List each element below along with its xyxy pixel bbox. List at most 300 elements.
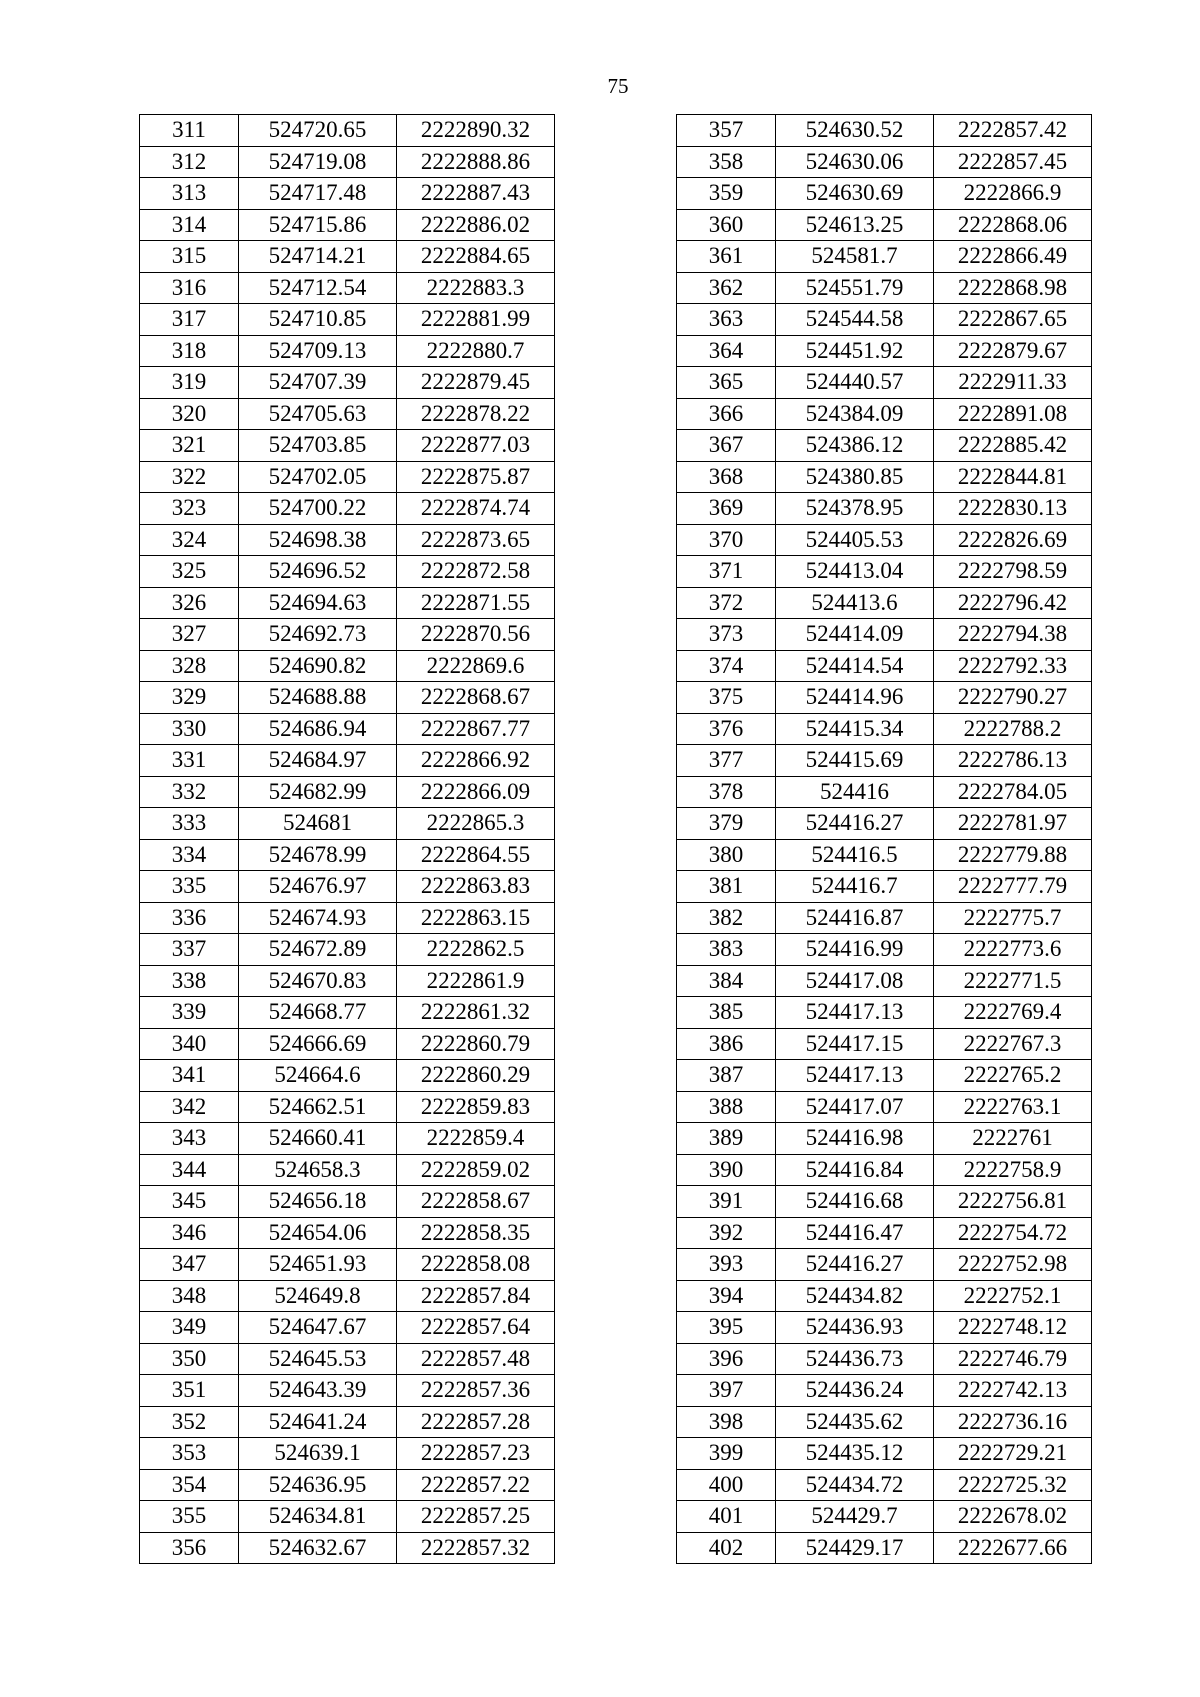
x-coordinate-cell: 524710.85 (239, 304, 397, 336)
y-coordinate-cell: 2222872.58 (397, 556, 555, 588)
x-coordinate-cell: 524686.94 (239, 713, 397, 745)
y-coordinate-cell: 2222865.3 (397, 808, 555, 840)
y-coordinate-cell: 2222771.5 (934, 965, 1092, 997)
point-number-cell: 334 (140, 839, 239, 871)
point-number-cell: 335 (140, 871, 239, 903)
x-coordinate-cell: 524641.24 (239, 1406, 397, 1438)
y-coordinate-cell: 2222888.86 (397, 146, 555, 178)
table-row (677, 1123, 1092, 1155)
table-row (140, 272, 555, 304)
y-coordinate-cell: 2222857.25 (397, 1501, 555, 1533)
y-coordinate-cell: 2222871.55 (397, 587, 555, 619)
y-coordinate-cell: 2222885.42 (934, 430, 1092, 462)
y-coordinate-cell: 2222786.13 (934, 745, 1092, 777)
x-coordinate-cell: 524678.99 (239, 839, 397, 871)
y-coordinate-cell: 2222881.99 (397, 304, 555, 336)
x-coordinate-cell: 524647.67 (239, 1312, 397, 1344)
y-coordinate-cell: 2222859.4 (397, 1123, 555, 1155)
x-coordinate-cell: 524698.38 (239, 524, 397, 556)
point-number-cell: 321 (140, 430, 239, 462)
x-coordinate-cell: 524416.7 (776, 871, 934, 903)
x-coordinate-cell: 524416.68 (776, 1186, 934, 1218)
x-coordinate-cell: 524634.81 (239, 1501, 397, 1533)
x-coordinate-cell: 524380.85 (776, 461, 934, 493)
point-number-cell: 312 (140, 146, 239, 178)
point-number-cell: 363 (677, 304, 776, 336)
table-row (140, 1217, 555, 1249)
table-row (677, 146, 1092, 178)
y-coordinate-cell: 2222777.79 (934, 871, 1092, 903)
point-number-cell: 377 (677, 745, 776, 777)
x-coordinate-cell: 524435.12 (776, 1438, 934, 1470)
y-coordinate-cell: 2222884.65 (397, 241, 555, 273)
point-number-cell: 344 (140, 1154, 239, 1186)
table-row (140, 808, 555, 840)
y-coordinate-cell: 2222678.02 (934, 1501, 1092, 1533)
x-coordinate-cell: 524630.06 (776, 146, 934, 178)
point-number-cell: 388 (677, 1091, 776, 1123)
table-row (140, 1123, 555, 1155)
x-coordinate-cell: 524639.1 (239, 1438, 397, 1470)
point-number-cell: 367 (677, 430, 776, 462)
x-coordinate-cell: 524702.05 (239, 461, 397, 493)
table-row (140, 650, 555, 682)
x-coordinate-cell: 524717.48 (239, 178, 397, 210)
y-coordinate-cell: 2222765.2 (934, 1060, 1092, 1092)
y-coordinate-cell: 2222859.83 (397, 1091, 555, 1123)
x-coordinate-cell: 524544.58 (776, 304, 934, 336)
point-number-cell: 323 (140, 493, 239, 525)
point-number-cell: 352 (140, 1406, 239, 1438)
point-number-cell: 331 (140, 745, 239, 777)
y-coordinate-cell: 2222857.32 (397, 1532, 555, 1564)
table-row (677, 587, 1092, 619)
x-coordinate-cell: 524632.67 (239, 1532, 397, 1564)
y-coordinate-cell: 2222860.79 (397, 1028, 555, 1060)
point-number-cell: 391 (677, 1186, 776, 1218)
y-coordinate-cell: 2222725.32 (934, 1469, 1092, 1501)
point-number-cell: 382 (677, 902, 776, 934)
x-coordinate-cell: 524670.83 (239, 965, 397, 997)
point-number-cell: 354 (140, 1469, 239, 1501)
point-number-cell: 384 (677, 965, 776, 997)
x-coordinate-cell: 524714.21 (239, 241, 397, 273)
table-row (140, 335, 555, 367)
y-coordinate-cell: 2222781.97 (934, 808, 1092, 840)
x-coordinate-cell: 524630.52 (776, 115, 934, 147)
table-row (140, 430, 555, 462)
table-row (677, 335, 1092, 367)
x-coordinate-cell: 524551.79 (776, 272, 934, 304)
table-row (677, 430, 1092, 462)
x-coordinate-cell: 524434.72 (776, 1469, 934, 1501)
table-row (140, 902, 555, 934)
point-number-cell: 341 (140, 1060, 239, 1092)
x-coordinate-cell: 524672.89 (239, 934, 397, 966)
point-number-cell: 322 (140, 461, 239, 493)
point-number-cell: 362 (677, 272, 776, 304)
x-coordinate-cell: 524684.97 (239, 745, 397, 777)
point-number-cell: 336 (140, 902, 239, 934)
x-coordinate-cell: 524416.47 (776, 1217, 934, 1249)
table-row (677, 871, 1092, 903)
y-coordinate-cell: 2222857.28 (397, 1406, 555, 1438)
x-coordinate-cell: 524386.12 (776, 430, 934, 462)
x-coordinate-cell: 524405.53 (776, 524, 934, 556)
table-row (677, 367, 1092, 399)
x-coordinate-cell: 524692.73 (239, 619, 397, 651)
table-row (140, 461, 555, 493)
x-coordinate-cell: 524429.17 (776, 1532, 934, 1564)
table-row (140, 997, 555, 1029)
table-row (677, 1343, 1092, 1375)
table-row (677, 1249, 1092, 1281)
point-number-cell: 385 (677, 997, 776, 1029)
table-row (140, 1375, 555, 1407)
x-coordinate-cell: 524715.86 (239, 209, 397, 241)
table-row (677, 1501, 1092, 1533)
point-number-cell: 343 (140, 1123, 239, 1155)
point-number-cell: 390 (677, 1154, 776, 1186)
x-coordinate-cell: 524660.41 (239, 1123, 397, 1155)
y-coordinate-cell: 2222877.03 (397, 430, 555, 462)
y-coordinate-cell: 2222868.06 (934, 209, 1092, 241)
table-row (140, 1438, 555, 1470)
y-coordinate-cell: 2222868.98 (934, 272, 1092, 304)
point-number-cell: 325 (140, 556, 239, 588)
table-row (140, 556, 555, 588)
point-number-cell: 318 (140, 335, 239, 367)
table-row (677, 461, 1092, 493)
table-row (140, 367, 555, 399)
y-coordinate-cell: 2222792.33 (934, 650, 1092, 682)
y-coordinate-cell: 2222878.22 (397, 398, 555, 430)
y-coordinate-cell: 2222779.88 (934, 839, 1092, 871)
point-number-cell: 398 (677, 1406, 776, 1438)
point-number-cell: 330 (140, 713, 239, 745)
y-coordinate-cell: 2222798.59 (934, 556, 1092, 588)
point-number-cell: 357 (677, 115, 776, 147)
point-number-cell: 355 (140, 1501, 239, 1533)
point-number-cell: 337 (140, 934, 239, 966)
point-number-cell: 374 (677, 650, 776, 682)
x-coordinate-cell: 524703.85 (239, 430, 397, 462)
x-coordinate-cell: 524658.3 (239, 1154, 397, 1186)
table-row (677, 997, 1092, 1029)
y-coordinate-cell: 2222758.9 (934, 1154, 1092, 1186)
x-coordinate-cell: 524416.98 (776, 1123, 934, 1155)
table-row (140, 1028, 555, 1060)
y-coordinate-cell: 2222862.5 (397, 934, 555, 966)
point-number-cell: 397 (677, 1375, 776, 1407)
point-number-cell: 378 (677, 776, 776, 808)
x-coordinate-cell: 524436.73 (776, 1343, 934, 1375)
table-row (677, 1186, 1092, 1218)
coordinate-table-right (676, 114, 1092, 1564)
table-row (677, 398, 1092, 430)
y-coordinate-cell: 2222761 (934, 1123, 1092, 1155)
table-row (140, 1249, 555, 1281)
x-coordinate-cell: 524668.77 (239, 997, 397, 1029)
x-coordinate-cell: 524416.84 (776, 1154, 934, 1186)
point-number-cell: 359 (677, 178, 776, 210)
y-coordinate-cell: 2222769.4 (934, 997, 1092, 1029)
point-number-cell: 346 (140, 1217, 239, 1249)
point-number-cell: 347 (140, 1249, 239, 1281)
table-row (677, 304, 1092, 336)
point-number-cell: 393 (677, 1249, 776, 1281)
point-number-cell: 387 (677, 1060, 776, 1092)
x-coordinate-cell: 524664.6 (239, 1060, 397, 1092)
y-coordinate-cell: 2222875.87 (397, 461, 555, 493)
y-coordinate-cell: 2222788.2 (934, 713, 1092, 745)
point-number-cell: 369 (677, 493, 776, 525)
point-number-cell: 365 (677, 367, 776, 399)
x-coordinate-cell: 524662.51 (239, 1091, 397, 1123)
y-coordinate-cell: 2222742.13 (934, 1375, 1092, 1407)
y-coordinate-cell: 2222911.33 (934, 367, 1092, 399)
x-coordinate-cell: 524696.52 (239, 556, 397, 588)
table-row (140, 1532, 555, 1564)
y-coordinate-cell: 2222756.81 (934, 1186, 1092, 1218)
point-number-cell: 345 (140, 1186, 239, 1218)
y-coordinate-cell: 2222864.55 (397, 839, 555, 871)
table-row (677, 1312, 1092, 1344)
point-number-cell: 342 (140, 1091, 239, 1123)
x-coordinate-cell: 524651.93 (239, 1249, 397, 1281)
table-row (677, 178, 1092, 210)
table-row (677, 272, 1092, 304)
y-coordinate-cell: 2222891.08 (934, 398, 1092, 430)
point-number-cell: 364 (677, 335, 776, 367)
x-coordinate-cell: 524434.82 (776, 1280, 934, 1312)
table-row (140, 1406, 555, 1438)
y-coordinate-cell: 2222844.81 (934, 461, 1092, 493)
x-coordinate-cell: 524682.99 (239, 776, 397, 808)
x-coordinate-cell: 524674.93 (239, 902, 397, 934)
point-number-cell: 392 (677, 1217, 776, 1249)
x-coordinate-cell: 524416.27 (776, 808, 934, 840)
table-row (677, 808, 1092, 840)
x-coordinate-cell: 524451.92 (776, 335, 934, 367)
point-number-cell: 314 (140, 209, 239, 241)
y-coordinate-cell: 2222794.38 (934, 619, 1092, 651)
x-coordinate-cell: 524415.34 (776, 713, 934, 745)
y-coordinate-cell: 2222857.42 (934, 115, 1092, 147)
x-coordinate-cell: 524720.65 (239, 115, 397, 147)
y-coordinate-cell: 2222880.7 (397, 335, 555, 367)
y-coordinate-cell: 2222858.35 (397, 1217, 555, 1249)
point-number-cell: 370 (677, 524, 776, 556)
table-row (677, 713, 1092, 745)
point-number-cell: 332 (140, 776, 239, 808)
table-row (677, 209, 1092, 241)
y-coordinate-cell: 2222796.42 (934, 587, 1092, 619)
table-row (140, 776, 555, 808)
table-row (677, 1091, 1092, 1123)
y-coordinate-cell: 2222857.22 (397, 1469, 555, 1501)
y-coordinate-cell: 2222870.56 (397, 619, 555, 651)
x-coordinate-cell: 524630.69 (776, 178, 934, 210)
point-number-cell: 316 (140, 272, 239, 304)
x-coordinate-cell: 524636.95 (239, 1469, 397, 1501)
point-number-cell: 389 (677, 1123, 776, 1155)
point-number-cell: 360 (677, 209, 776, 241)
y-coordinate-cell: 2222830.13 (934, 493, 1092, 525)
x-coordinate-cell: 524414.09 (776, 619, 934, 651)
page-number: 75 (607, 74, 629, 98)
table-row (677, 682, 1092, 714)
y-coordinate-cell: 2222857.48 (397, 1343, 555, 1375)
table-row (140, 745, 555, 777)
y-coordinate-cell: 2222746.79 (934, 1343, 1092, 1375)
y-coordinate-cell: 2222874.74 (397, 493, 555, 525)
x-coordinate-cell: 524654.06 (239, 1217, 397, 1249)
point-number-cell: 313 (140, 178, 239, 210)
point-number-cell: 394 (677, 1280, 776, 1312)
table-row (677, 1438, 1092, 1470)
x-coordinate-cell: 524712.54 (239, 272, 397, 304)
table-row (677, 1280, 1092, 1312)
point-number-cell: 338 (140, 965, 239, 997)
table-row (140, 1501, 555, 1533)
y-coordinate-cell: 2222858.67 (397, 1186, 555, 1218)
table-row (140, 839, 555, 871)
table-row (140, 209, 555, 241)
point-number-cell: 356 (140, 1532, 239, 1564)
y-coordinate-cell: 2222748.12 (934, 1312, 1092, 1344)
y-coordinate-cell: 2222857.84 (397, 1280, 555, 1312)
table-row (677, 934, 1092, 966)
y-coordinate-cell: 2222879.45 (397, 367, 555, 399)
table-row (677, 1217, 1092, 1249)
y-coordinate-cell: 2222866.09 (397, 776, 555, 808)
y-coordinate-cell: 2222867.65 (934, 304, 1092, 336)
table-row (677, 1406, 1092, 1438)
table-row (140, 871, 555, 903)
y-coordinate-cell: 2222866.9 (934, 178, 1092, 210)
table-row (677, 1532, 1092, 1564)
table-row (140, 1186, 555, 1218)
x-coordinate-cell: 524414.96 (776, 682, 934, 714)
table-row (140, 115, 555, 147)
table-row (677, 556, 1092, 588)
x-coordinate-cell: 524378.95 (776, 493, 934, 525)
table-row (140, 619, 555, 651)
x-coordinate-cell: 524436.24 (776, 1375, 934, 1407)
table-row (677, 902, 1092, 934)
x-coordinate-cell: 524643.39 (239, 1375, 397, 1407)
point-number-cell: 350 (140, 1343, 239, 1375)
table-row (140, 178, 555, 210)
point-number-cell: 371 (677, 556, 776, 588)
y-coordinate-cell: 2222754.72 (934, 1217, 1092, 1249)
coordinate-table-left (139, 114, 555, 1564)
y-coordinate-cell: 2222857.45 (934, 146, 1092, 178)
point-number-cell: 351 (140, 1375, 239, 1407)
table-row (677, 241, 1092, 273)
x-coordinate-cell: 524666.69 (239, 1028, 397, 1060)
x-coordinate-cell: 524688.88 (239, 682, 397, 714)
table-row (140, 934, 555, 966)
x-coordinate-cell: 524676.97 (239, 871, 397, 903)
point-number-cell: 361 (677, 241, 776, 273)
x-coordinate-cell: 524645.53 (239, 1343, 397, 1375)
x-coordinate-cell: 524417.13 (776, 1060, 934, 1092)
y-coordinate-cell: 2222890.32 (397, 115, 555, 147)
y-coordinate-cell: 2222866.92 (397, 745, 555, 777)
y-coordinate-cell: 2222860.29 (397, 1060, 555, 1092)
y-coordinate-cell: 2222883.3 (397, 272, 555, 304)
point-number-cell: 340 (140, 1028, 239, 1060)
x-coordinate-cell: 524707.39 (239, 367, 397, 399)
x-coordinate-cell: 524436.93 (776, 1312, 934, 1344)
table-row (140, 1343, 555, 1375)
x-coordinate-cell: 524709.13 (239, 335, 397, 367)
point-number-cell: 327 (140, 619, 239, 651)
table-row (140, 1091, 555, 1123)
y-coordinate-cell: 2222752.1 (934, 1280, 1092, 1312)
point-number-cell: 383 (677, 934, 776, 966)
point-number-cell: 324 (140, 524, 239, 556)
point-number-cell: 375 (677, 682, 776, 714)
table-row (140, 241, 555, 273)
y-coordinate-cell: 2222767.3 (934, 1028, 1092, 1060)
table-row (140, 398, 555, 430)
x-coordinate-cell: 524690.82 (239, 650, 397, 682)
table-row (677, 745, 1092, 777)
y-coordinate-cell: 2222868.67 (397, 682, 555, 714)
table-row (677, 650, 1092, 682)
x-coordinate-cell: 524384.09 (776, 398, 934, 430)
table-row (677, 493, 1092, 525)
x-coordinate-cell: 524435.62 (776, 1406, 934, 1438)
table-row (677, 1375, 1092, 1407)
y-coordinate-cell: 2222861.32 (397, 997, 555, 1029)
x-coordinate-cell: 524413.6 (776, 587, 934, 619)
table-row (677, 1469, 1092, 1501)
y-coordinate-cell: 2222867.77 (397, 713, 555, 745)
table-row (677, 1154, 1092, 1186)
point-number-cell: 353 (140, 1438, 239, 1470)
y-coordinate-cell: 2222887.43 (397, 178, 555, 210)
y-coordinate-cell: 2222859.02 (397, 1154, 555, 1186)
table-row (140, 146, 555, 178)
table-row (677, 619, 1092, 651)
x-coordinate-cell: 524649.8 (239, 1280, 397, 1312)
point-number-cell: 380 (677, 839, 776, 871)
y-coordinate-cell: 2222729.21 (934, 1438, 1092, 1470)
point-number-cell: 399 (677, 1438, 776, 1470)
point-number-cell: 348 (140, 1280, 239, 1312)
x-coordinate-cell: 524656.18 (239, 1186, 397, 1218)
table-row (140, 304, 555, 336)
y-coordinate-cell: 2222861.9 (397, 965, 555, 997)
x-coordinate-cell: 524681 (239, 808, 397, 840)
point-number-cell: 386 (677, 1028, 776, 1060)
table-row (140, 1469, 555, 1501)
table-row (677, 839, 1092, 871)
table-row (140, 682, 555, 714)
x-coordinate-cell: 524416.99 (776, 934, 934, 966)
x-coordinate-cell: 524417.15 (776, 1028, 934, 1060)
point-number-cell: 319 (140, 367, 239, 399)
point-number-cell: 396 (677, 1343, 776, 1375)
point-number-cell: 402 (677, 1532, 776, 1564)
table-row (677, 1060, 1092, 1092)
point-number-cell: 400 (677, 1469, 776, 1501)
x-coordinate-cell: 524613.25 (776, 209, 934, 241)
